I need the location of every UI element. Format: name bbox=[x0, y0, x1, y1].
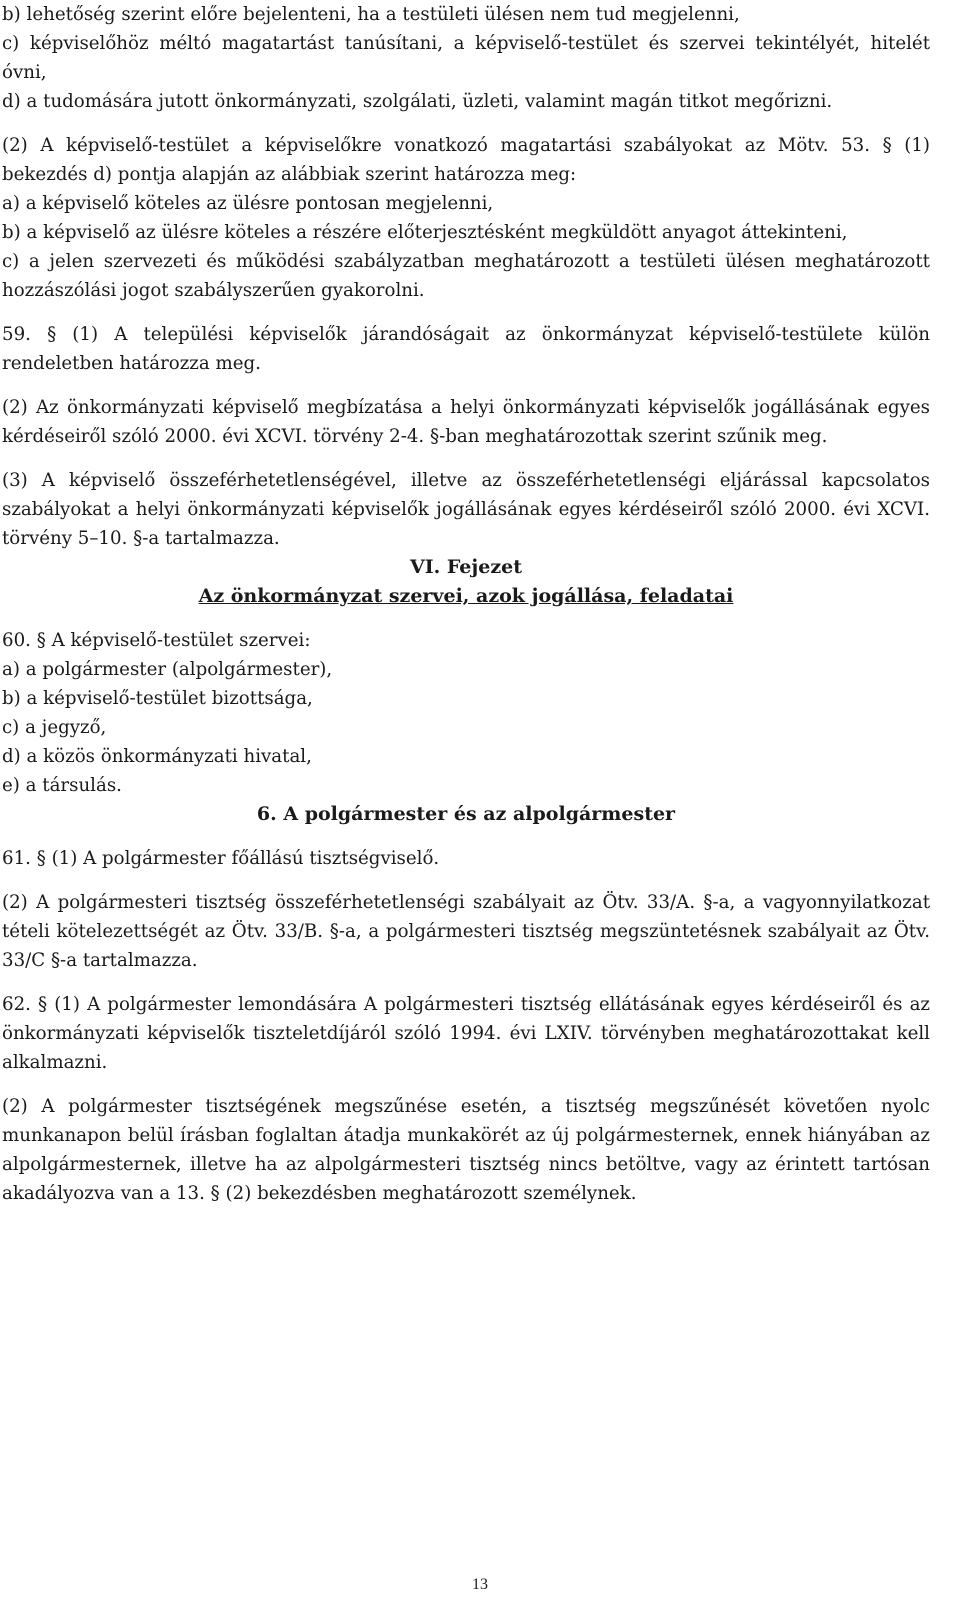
list-item: e) a társulás. bbox=[2, 775, 122, 796]
paragraph: c) a jelen szervezeti és működési szabályzatban meghatározott a testületi ülésen meghatározott hozzászólási jogot szabályszerűen gyakorolni. bbox=[2, 251, 930, 301]
list-item: d) a közös önkormányzati hivatal, bbox=[2, 746, 312, 767]
paragraph: b) lehetőség szerint előre bejelenteni, ha a testületi ülésen nem tud megjelenni, bbox=[2, 4, 740, 25]
chapter-number: VI. Fejezet bbox=[409, 556, 522, 578]
document-body bbox=[2, 0, 930, 1208]
paragraph: 62. § (1) A polgármester lemondására A polgármesteri tisztség ellátásának egyes kérdéseiről és az önkormányzati képviselők tiszteletdíjáról szóló 1994. évi LXIV. törvényben meghatározottakat kell alkalmazni. bbox=[2, 994, 930, 1073]
paragraph: 59. § (1) A települési képviselők járandóságait az önkormányzat képviselő-testülete külön rendeletben határozza meg. bbox=[2, 324, 930, 374]
paragraph: (2) A polgármesteri tisztség összeférhetetlenségi szabályait az Ötv. 33/A. §-a, a vagyonnyilatkozat tételi kötelezettségét az Ötv. 33/B. §-a, a polgármesteri tisztség megszüntetésnek szabályait az Ötv. 33/C §-a tartalmazza. bbox=[2, 892, 930, 971]
page-number: 13 bbox=[472, 1576, 488, 1593]
paragraph: (2) A polgármester tisztségének megszűnése esetén, a tisztség megszűnését követően nyolc munkanapon belül írásban foglaltan átadja munkakörét az új polgármesternek, ennek hiányában az alpolgármesternek, illetve ha az alpolgármesteri tisztség nincs betöltve, vagy az érintett tartósan akadályozva van a 13. § (2) bekezdésben meghatározott személynek. bbox=[2, 1096, 930, 1204]
list-item: b) a képviselő-testület bizottsága, bbox=[2, 688, 313, 709]
list-item: c) a jegyző, bbox=[2, 717, 107, 738]
paragraph: a) a képviselő köteles az ülésre pontosan megjelenni, bbox=[2, 193, 494, 214]
paragraph: (2) A képviselő-testület a képviselőkre vonatkozó magatartási szabályokat az Mötv. 53. § (1) bekezdés d) pontja alapján az alábbiak szerint határozza meg: bbox=[2, 135, 930, 185]
paragraph: 60. § A képviselő-testület szervei: bbox=[2, 630, 311, 651]
paragraph: (2) Az önkormányzati képviselő megbízatása a helyi önkormányzati képviselők jogállásának egyes kérdéseiről szóló 2000. évi XCVI. törvény 2-4. §-ban meghatározottak szerint szűnik meg. bbox=[2, 397, 930, 447]
chapter-title: Az önkormányzat szervei, azok jogállása, feladatai bbox=[198, 585, 734, 607]
paragraph: b) a képviselő az ülésre köteles a részére előterjesztésként megküldött anyagot áttekinteni, bbox=[2, 222, 848, 243]
paragraph: d) a tudomására jutott önkormányzati, szolgálati, üzleti, valamint magán titkot megőrizni. bbox=[2, 91, 833, 112]
paragraph: (3) A képviselő összeférhetetlenségével, illetve az összeférhetetlenségi eljárással kapcsolatos szabályokat a helyi önkormányzati képviselők jogállásának egyes kérdéseiről szóló 2000. évi XCVI. törvény 5–10. §-a tartalmazza. bbox=[2, 470, 930, 549]
list-item: a) a polgármester (alpolgármester), bbox=[2, 659, 333, 680]
section-title: 6. A polgármester és az alpolgármester bbox=[256, 803, 676, 825]
paragraph: 61. § (1) A polgármester főállású tisztségviselő. bbox=[2, 848, 440, 869]
paragraph: c) képviselőhöz méltó magatartást tanúsítani, a képviselő-testület és szervei tekintélyét, hitelét óvni, bbox=[2, 33, 930, 83]
